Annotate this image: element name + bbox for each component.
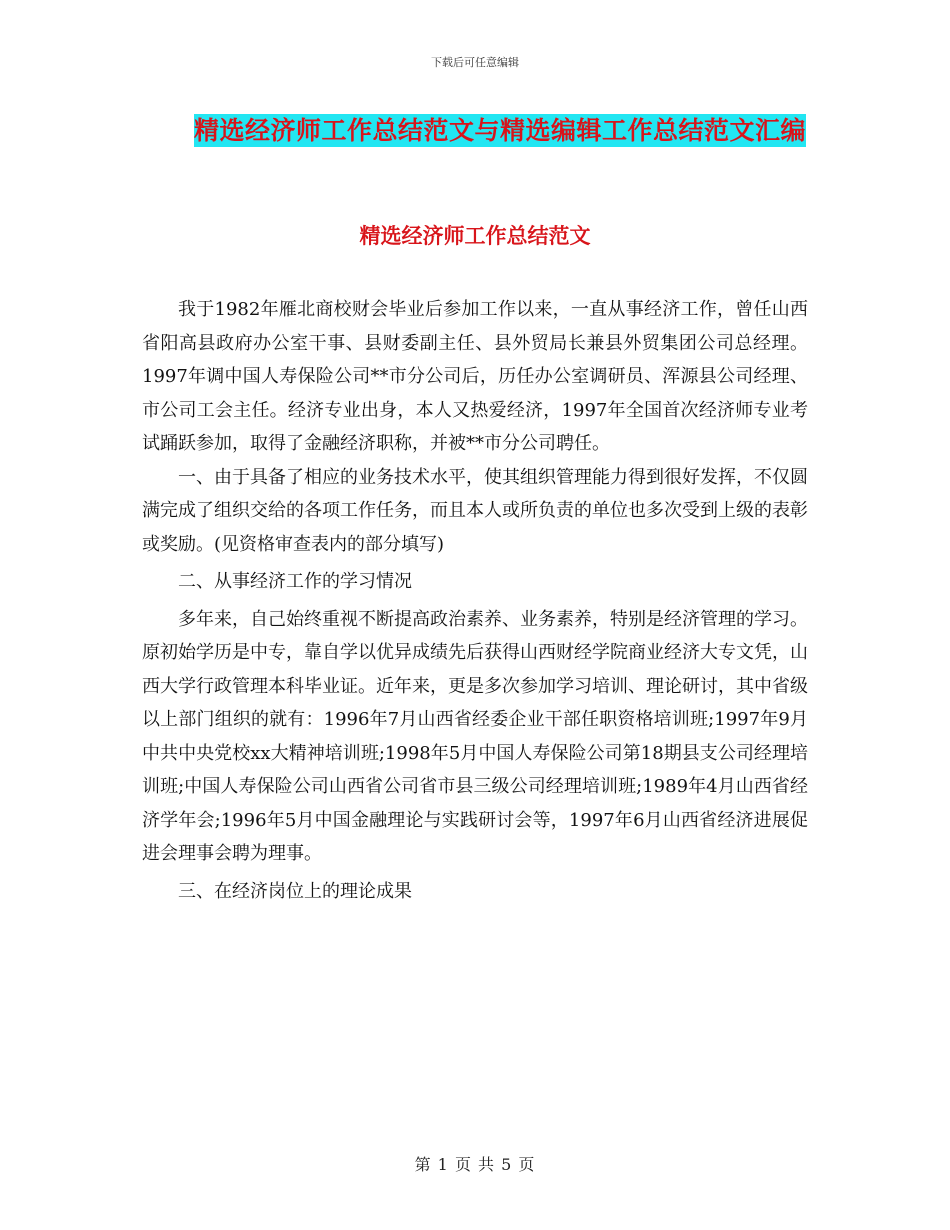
document-body	[142, 293, 808, 908]
document-title-text: 精选经济师工作总结范文与精选编辑工作总结范文汇编	[193, 116, 806, 145]
heading-point-3: 三、在经济岗位上的理论成果	[178, 880, 412, 902]
document-title	[190, 110, 810, 152]
page-header-note: 下载后可任意编辑	[431, 56, 519, 69]
paragraph-study: 多年来，自己始终重视不断提高政治素养、业务素养，特别是经济管理的学习。原初始学历是中专，靠自学以优异成绩先后获得山西财经学院商业经济大专文凭，山西大学行政管理本科毕业证。近年来，更是多次参加学习培训、理论研讨，其中省级以上部门组织的就有：1996年7月山西省经委企业干部任职资格培训班;1997年9月中共中央党校xx大精神培训班;1998年5月中国人寿保险公司第18期县支公司经理培训班;中国人寿保险公司山西省公司省市县三级公司经理培训班;1989年4月山西省经济学年会;1996年5月中国金融理论与实践研讨会等，1997年6月山西省经济进展促进会理事会聘为理事。	[142, 608, 808, 864]
heading-point-2: 二、从事经济工作的学习情况	[178, 571, 412, 592]
paragraph-intro: 我于1982年雁北商校财会毕业后参加工作以来，一直从事经济工作，曾任山西省阳高县政府办公室干事、县财委副主任、县外贸局长兼县外贸集团公司总经理。1997年调中国人寿保险公司**市分公司后，历任办公室调研员、浑源县公司经理、市公司工会主任。经济专业出身，本人又热爱经济，1997年全国首次经济师专业考试踊跃参加，取得了金融经济职称，并被**市分公司聘任。	[142, 299, 808, 454]
page-number-footer: 第 1 页 共 5 页	[414, 1155, 536, 1174]
paragraph-point-1: 一、由于具备了相应的业务技术水平，使其组织管理能力得到很好发挥，不仅圆满完成了组织交给的各项工作任务，而且本人或所负责的单位也多次受到上级的表彰或奖励。(见资格审查表内的部分填写)	[142, 466, 808, 555]
section-title: 精选经济师工作总结范文	[359, 224, 591, 248]
